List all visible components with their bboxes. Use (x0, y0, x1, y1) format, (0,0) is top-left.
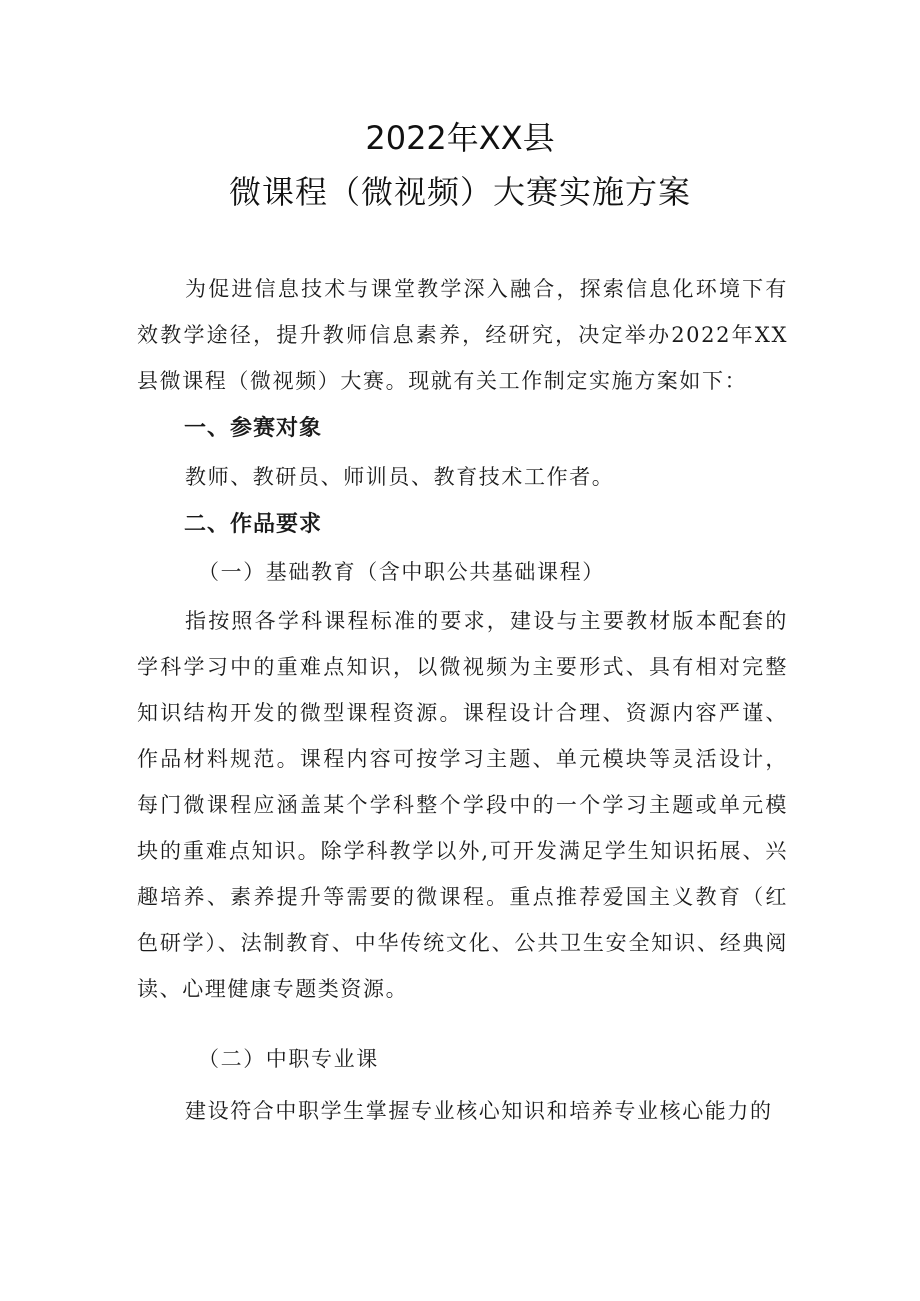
subsection2-body: 建设符合中职学生掌握专业核心知识和培养专业核心能力的 (185, 1099, 773, 1123)
subsection1-heading: （一）基础教育（含中职公共基础课程） (198, 560, 605, 584)
intro-paragraph: 为促进信息技术与课堂教学深入融合，探索信息化环境下有效教学途径，提升教师信息素养，经研究，决定举办2022年XX县微课程（微视频）大赛。现就有关工作制定实施方案如下： (137, 277, 788, 393)
section1-heading: 一、参赛对象 (184, 416, 323, 441)
section2-heading: 二、作品要求 (184, 512, 323, 537)
document-title-line1: 2022年XX县 (365, 119, 555, 157)
subsection2-heading: （二）中职专业课 (198, 1047, 379, 1071)
document-title-line2: 微课程（微视频）大赛实施方案 (228, 173, 691, 211)
subsection1-body: 指按照各学科课程标准的要求，建设与主要教材版本配套的学科学习中的重难点知识，以微视频为主要形式、具有相对完整知识结构开发的微型课程资源。课程设计合理、资源内容严谨、作品材料规范。课程内容可按学习主题、单元模块等灵活设计，每门微课程应涵盖某个学科整个学段中的一个学习主题或单元模块的重难点知识。除学科教学以外,可开发满足学生知识拓展、兴趣培养、素养提升等需要的微课程。重点推荐爱国主义教育（红色研学）、法制教育、中华传统文化、公共卫生安全知识、经典阅读、心理健康专题类资源。 (137, 609, 788, 1001)
section1-body: 教师、教研员、师训员、教育技术工作者。 (185, 465, 615, 489)
